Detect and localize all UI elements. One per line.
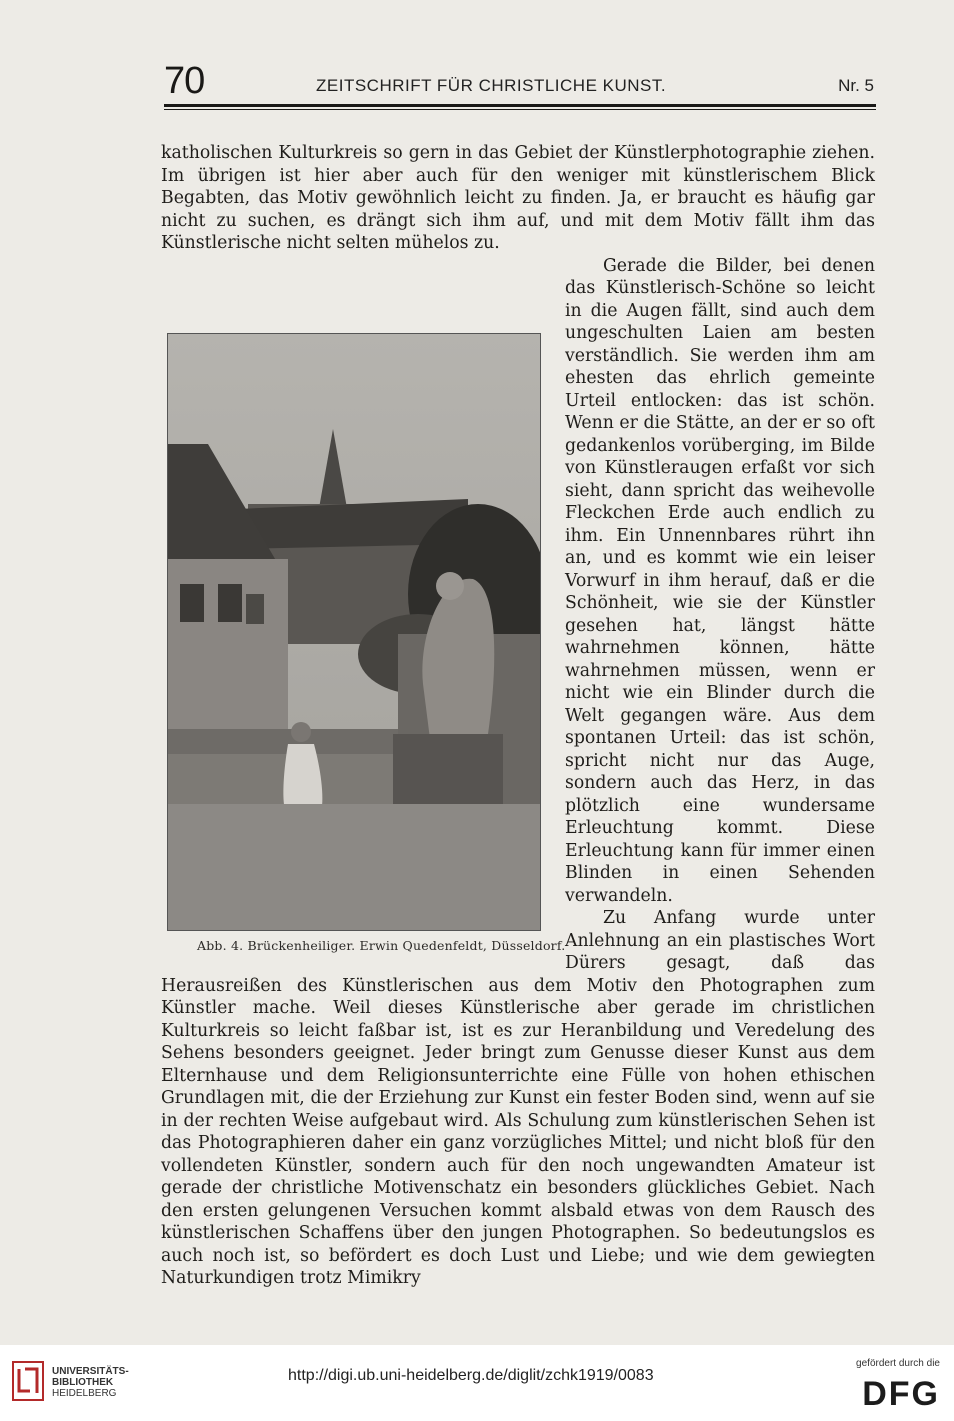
page-header — [164, 60, 876, 104]
permalink-url[interactable]: http://digi.ub.uni-heidelberg.de/diglit/zchk1919/0083 — [288, 1367, 654, 1384]
dfg-logo: DFG — [862, 1375, 940, 1413]
figure-caption: Abb. 4. Brückenheiliger. Erwin Quedenfeldt, Düsseldorf. — [197, 937, 566, 953]
photo-frame — [167, 333, 541, 931]
page-number: 70 — [164, 60, 205, 102]
header-rule-thin — [164, 109, 876, 110]
library-name-line2: BIBLIOTHEK — [52, 1377, 114, 1388]
library-name-line1: UNIVERSITÄTS- — [52, 1366, 129, 1377]
digitization-footer — [0, 1345, 954, 1421]
issue-number: Nr. 5 — [838, 76, 874, 95]
paragraph-2 — [161, 255, 875, 953]
bridge-saint-photo — [168, 334, 540, 930]
library-name-line3: HEIDELBERG — [52, 1388, 117, 1399]
paragraph-3: Zu Anfang wurde unter Anlehnung an ein plastisches Wort Dürers gesagt, daß das Herausreißen des Künstlerischen aus dem Motiv den Photographen zum Künstler mache. Weil dieses Künstlerische aber gerade im christlichen Kulturkreis so leicht faßbar ist, ist es zur Heranbildung und Veredelung des Sehens besonders geeignet. Jeder bringt zum Genusse dieser Kunst aus dem Elternhause und dem Religionsunterrichte eine Fülle von hohen ethischen Grundlagen mit, die der Erziehung zur Kunst ein fester Boden sind, wenn auf sie in der rechten Weise aufgebaut wird. Als Schulung zum künstlerischen Sehen ist das Photographieren daher ein ganz vorzügliches Mittel; und nicht bloß für den vollendeten Künstler, sondern auch für den noch ungewandten Amateur ist gerade der christliche Motivenschatz ein besonders glückliches Gebiet. Nach den ersten gelungenen Versuchen kommt alsbald etwas von dem Rausch des künstlerischen Schaffens über den jungen Photographen. So bedeutungslos es auch noch ist, so befördert es doch Lust und Liebe; und wie dem gewiegten Naturkundigen trotz Mimikry — [161, 908, 875, 1288]
paragraph-2-text: Gerade die Bilder, bei denen das Künstlerisch-Schöne so leicht in die Augen fällt, sind auch dem ungeschulten Laien am besten verständlich. Sie werden ihm am ehesten das ehrlich gemeinte Urteil entlocken: das ist schön. Wenn er die Stätte, an der er so oft gedankenlos vorüberging, im Bilde von Künstleraugen erfaßt vor sich sieht, dann spricht das weihevolle Fleckchen Erde auch endlich zu ihm. Ein Unnennbares rührt ihn an, und es kommt wie ein leiser Vorwurf in ihm herauf, daß er die Schönheit, wie sie der Künstler gesehen hat, längst hätte wahrnehmen können, hätte wahrnehmen müssen, wenn er nicht wie ein Blinder durch die Welt gegangen wäre. Aus dem spontanen Urteil: das ist schön, spricht nicht nur das Auge, sondern auch das Herz, in das plötzlich eine wundersame Erleuchtung kommt. Diese Erleuchtung kann für immer einen Blinden in einen Sehenden verwandeln. — [565, 255, 875, 906]
running-title: ZEITSCHRIFT FÜR CHRISTLICHE KUNST. — [316, 76, 667, 95]
article-body — [161, 142, 875, 1290]
library-name — [52, 1366, 129, 1399]
paragraph-1: katholischen Kulturkreis so gern in das Gebiet der Künstlerphotographie ziehen. Im übrigen ist hier aber auch für den weniger mit künstlerischem Blick Begabten, das Motiv gewöhnlich leicht zu finden. Ja, er braucht es häufig gar nicht zu suchen, es drängt sich ihm auf, und mit dem Motiv fällt ihm das Künstlerische nicht selten mühelos zu. — [161, 143, 875, 253]
funded-by-label: gefördert durch die — [856, 1358, 940, 1369]
header-rule-thick — [164, 104, 876, 107]
library-logo-icon — [12, 1361, 44, 1401]
figure-photo-abb4 — [161, 323, 566, 973]
